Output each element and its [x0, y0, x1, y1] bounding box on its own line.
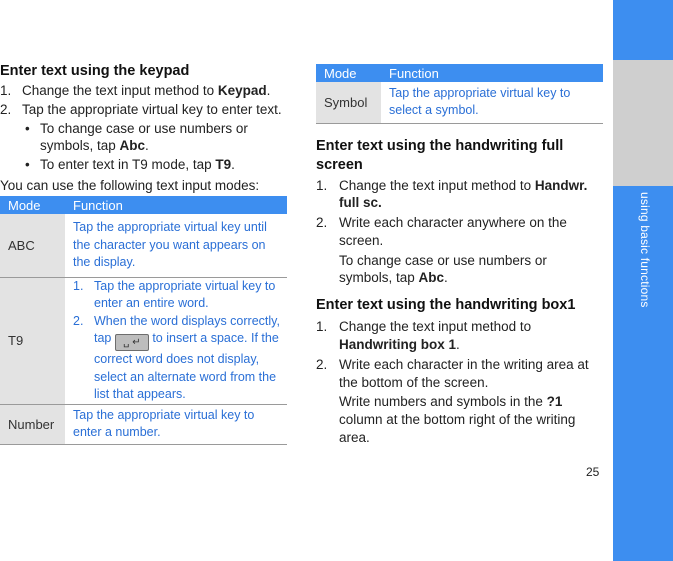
keypad-bullet-2: To enter text in T9 mode, tap T9.	[40, 157, 235, 172]
box1-note-cont: column at the bottom right of the writing	[339, 412, 576, 427]
function-cell: Tap the appropriate virtual key until the character you want appears on the display.	[65, 214, 287, 277]
step-number: 1.	[316, 178, 328, 193]
keypad-step-2: Tap the appropriate virtual key to enter text.	[22, 102, 282, 117]
bullet-icon: •	[25, 157, 30, 172]
input-modes-table	[0, 196, 287, 445]
fullscreen-note: To change case or use numbers or	[339, 253, 547, 268]
header-mode: Mode	[316, 64, 381, 82]
table-header	[316, 64, 603, 82]
table-row	[0, 214, 287, 277]
fullscreen-heading: Enter text using the handwriting full	[316, 138, 564, 154]
side-tab-active	[613, 60, 673, 186]
step-number: 2.	[316, 215, 328, 230]
table-row	[0, 404, 287, 444]
box1-step-2: Write each character in the writing area at	[339, 357, 589, 372]
box1-step-1: Change the text input method to	[339, 319, 532, 334]
fullscreen-heading-cont: screen	[316, 157, 363, 173]
keypad-heading: Enter text using the keypad	[0, 63, 190, 79]
fullscreen-step-2-cont: screen.	[339, 233, 384, 248]
box1-step-2-cont: the bottom of the screen.	[339, 375, 489, 390]
fullscreen-step-2: Write each character anywhere on the	[339, 215, 567, 230]
box1-step-1-cont: Handwriting box 1.	[339, 337, 460, 352]
mode-cell: ABC	[0, 214, 65, 277]
side-tab-top	[613, 0, 673, 60]
mode-cell: Symbol	[316, 82, 381, 123]
keypad-step-1: Change the text input method to Keypad.	[22, 83, 271, 98]
function-cell: Tap the appropriate virtual key to select a symbol.	[381, 82, 603, 123]
table-row	[0, 277, 287, 404]
table-row	[316, 82, 603, 123]
keypad-bullet-1-cont: symbols, tap Abc.	[40, 138, 149, 153]
space-key-icon: ␣ ↵	[115, 334, 149, 351]
function-cell: Tap the appropriate virtual key to enter a number.	[65, 404, 287, 444]
box1-note: Write numbers and symbols in the ?1	[339, 394, 563, 409]
header-function: Function	[381, 64, 603, 82]
page-number: 25	[586, 465, 600, 479]
box1-heading: Enter text using the handwriting box1	[316, 297, 576, 313]
table-header	[0, 196, 287, 214]
mode-cell: Number	[0, 404, 65, 444]
section-label: using basic functions	[638, 192, 652, 308]
step-number: 1.	[316, 319, 328, 334]
bullet-icon: •	[25, 121, 30, 136]
keypad-bullet-1: To change case or use numbers or	[40, 121, 248, 136]
symbol-mode-table	[316, 64, 603, 124]
box1-note-cont: area.	[339, 430, 370, 445]
step-number: 1.	[0, 83, 12, 98]
fullscreen-step-1: Change the text input method to Handwr.	[339, 178, 588, 193]
header-function: Function	[65, 196, 287, 214]
header-mode: Mode	[0, 196, 65, 214]
step-number: 2.	[0, 102, 12, 117]
fullscreen-note-cont: symbols, tap Abc.	[339, 270, 448, 285]
input-modes-intro: You can use the following text input modes:	[0, 178, 260, 193]
function-cell: 1. Tap the appropriate virtual key to enter an entire word. 2. When the word displays correctly, tap ␣ ↵ to insert a space. If the correct word does not display, select an alternate word from the list that appears.	[65, 277, 287, 404]
fullscreen-step-1-cont: full sc.	[339, 195, 382, 210]
step-number: 2.	[316, 357, 328, 372]
mode-cell: T9	[0, 277, 65, 404]
